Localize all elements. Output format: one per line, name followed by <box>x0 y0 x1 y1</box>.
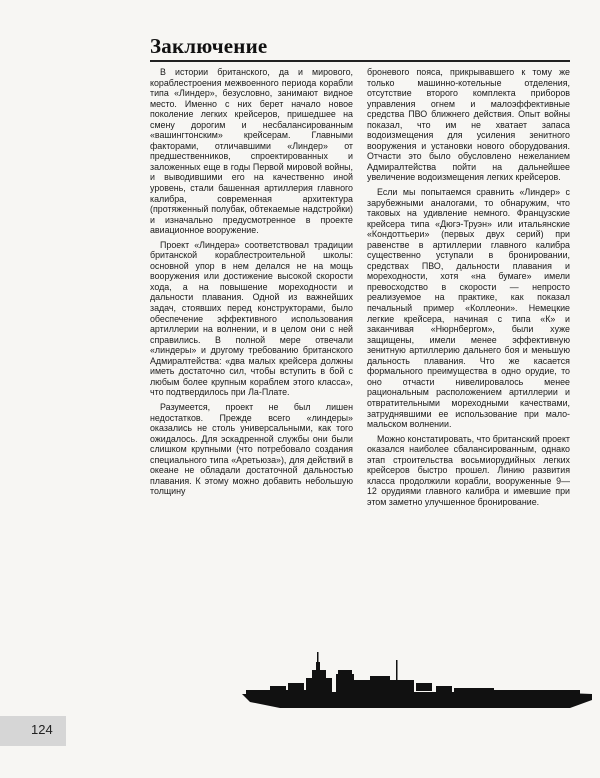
paragraph: Разумеется, проект не был лишен недостатков. Прежде всего «линдеры» оказались не столь универсальными, как того ожидалось. Для эскадренной службы они были слишком крупными (что потребовало создания специального типа «Аретьюза»), для действий в океане не обладали достаточной дальностью плавания. К этому можно добавить небольшую толщину <box>150 401 353 497</box>
paragraph: броневого пояса, прикрывавшего к тому же только машинно-котельные отделения, отсутствие второго комплекта приборов управления огнем и малоэффективные средства ПВО ближнего действия. Опыт войны показал, что им не хватает запаса водоизмещения для усиления зенитного вооружения и установки нового оборудования. Отчасти это было обусловлено нежеланием Адмиралтейства пойти на дальнейшее увеличение водоизмещения легких крейсеров. <box>367 67 570 183</box>
paragraph: Если мы попытаемся сравнить «Линдер» с зарубежными аналогами, то обнаружим, что таковых на удивление немного. Французские крейсера типа «Дюгэ-Труэн» или итальянские «Кондоттьери» (первых двух серий) при равенстве в артиллерии главного калибра существенно уступали в бронировании, средствах ПВО, дальности плавания и мореходности, хотя «на бумаге» имели превосходство в скорости — непросто реализуемое на практике, как показал печальный пример «Коллеони». Немецкие легкие крейсера, начиная с типа «К» и заканчивая «Нюрнбергом», были хуже защищены, имели менее эффективную зенитную артиллерию дальнего боя и меньшую дальность плавания. Что же касается формального преимущества в одно орудие, то оно отчасти нивелировалось менее рациональным расположением артиллерии и отвратительными мореходными качествами, затруднявшими ее использование при мало-мальском волнении. <box>367 187 570 430</box>
right-column <box>367 67 570 650</box>
paragraph: Проект «Линдера» соответствовал традиции британской кораблестроительной школы: основной упор в нем делался не на мощь вооружения или достижение высокой скорости хода, а на повышение мореходности и дальности плавания. Одной из важнейших задач, стоявших перед конструкторами, было обеспечение эффективного использования артиллерии на волнении, и в целом они с ней справились. В полной мере отвечали «линдеры» и другому требованию британского Адмиралтейства: «два малых крейсера должны иметь достаточно сил, чтобы вступить в бой с любым более крупным кораблем этого класса», что подтвердилось при Ла-Плате. <box>150 239 353 398</box>
paragraph: В истории британского, да и мирового, кораблестроения межвоенного периода корабли типа «Линдер», безусловно, занимают видное место. Именно с них берет начало новое поколение легких крейсеров, пришедшее на смену дорогим и несбалансированным «вашингтонским» крейсерам. Главными факторами, отличавшими «Линдер» от предшественников, спроектированных и заложенных еще в годы Первой мировой войны, и выводившими его на качественно иной уровень, стали башенная артиллерия главного калибра, современная архитектура (протяженный полубак, обтекаемые надстройки) и изначально предусмотренное в проекте авиационное вооружение. <box>150 67 353 236</box>
paragraph: Можно констатировать, что британский проект оказался наиболее сбалансированным, однако этап строительства восьмиорудийных легких крейсеров быстро прошел. Линию развития класса продолжили корабли, вооруженные 9—12 орудиями главного калибра и имевшие при этом заметно улучшенное бронирование. <box>367 433 570 507</box>
cruiser-silhouette-icon <box>240 650 595 716</box>
title-rule <box>150 60 570 62</box>
page-number: 124 <box>31 722 53 737</box>
text-columns <box>150 67 570 650</box>
left-column <box>150 67 353 650</box>
page-title: Заключение <box>150 34 268 58</box>
